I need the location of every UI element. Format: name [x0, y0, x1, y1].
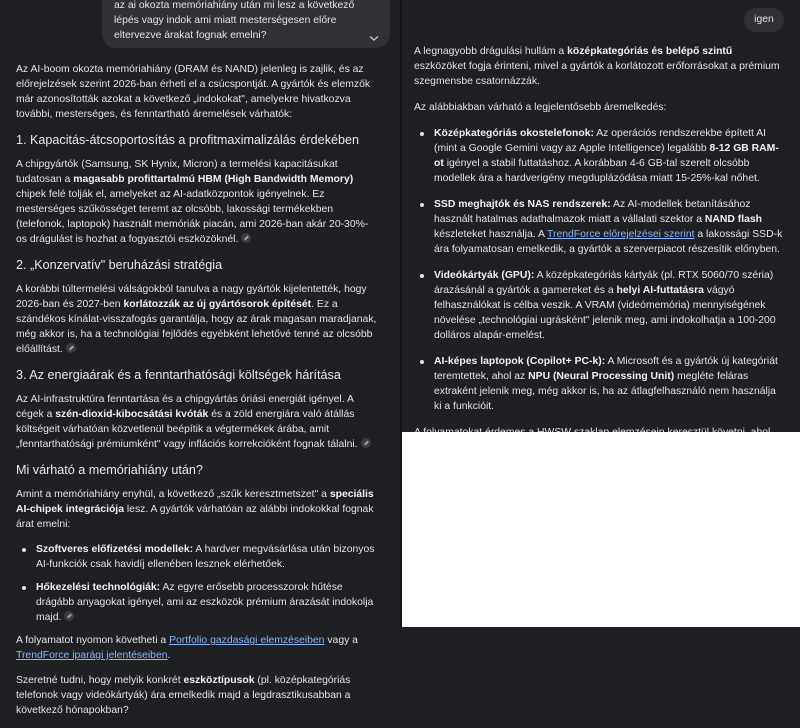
list-item: Középkategóriás okostelefonok: Az operációs rendszerekbe épített AI (mint a Google Gemini vagy az Apple Intelligence) legalább 8-12 GB RAM-ot igényel a stabil futtatáshoz. A korábban 4-6 GB-tal szerelt olcsóbb modellek ára a hardverigény megduplázódása miatt 15-25%-kal nőhet. — [428, 126, 786, 186]
blank-area — [402, 432, 800, 627]
user-message-chip[interactable]: igen — [744, 8, 784, 32]
section-heading-4: Mi várható a memóriahiány után? — [16, 463, 203, 477]
bullet-list — [16, 542, 378, 625]
link-icon[interactable] — [66, 343, 76, 353]
user-message-text: az ai okozta memóriahiány után mi lesz a következő lépés vagy indok ami miatt mesterségesen előre eltervezve árakat fognak emelni? — [114, 0, 355, 41]
section-heading-1: 1. Kapacitás-átcsoportosítás a profitmaximalizálás érdekében — [16, 133, 360, 147]
trendforce-link[interactable]: TrendForce iparági jelentéseiben — [16, 650, 168, 661]
portfolio-link[interactable]: Portfolio gazdasági elemzéseiben — [169, 635, 325, 646]
section-heading-2: 2. „Konzervatív" beruházási stratégia — [16, 258, 223, 272]
link-icon[interactable] — [241, 233, 251, 243]
section-2-paragraph: A korábbi túltermelési válságokból tanulva a nagy gyártók kijelentették, hogy 2026-ban és 2027-ben korlátozzák az új gyártósorok építését. Ez a szándékos kínálat-visszafogás garantálja, hogy az árak magasan maradjanak, még akkor is, ha a technológiai fejlődés egyébként lehetővé tenné az olcsóbb előállítást. — [16, 284, 377, 355]
list-item: Szoftveres előfizetési modellek: A hardver megvásárlása után bizonyos AI-funkciók csak havidíj ellenében lesznek elérhetőek. — [30, 542, 378, 572]
assistant-response — [16, 62, 378, 728]
link-icon[interactable] — [64, 611, 74, 621]
list-lead: Az alábbiakban várható a legjelentősebb áremelkedés: — [414, 102, 667, 113]
trendforce-link[interactable]: TrendForce előrejelzései szerint — [547, 229, 695, 240]
link-icon[interactable] — [361, 438, 371, 448]
chevron-down-icon[interactable] — [368, 32, 380, 44]
section-3-paragraph: Az AI-infrastruktúra fenntartása és a chipgyártás óriási energiát igényel. A cégek a szén-dioxid-kibocsátási kvóták és a zöld energiára való átállás költségeit várhatóan közvetlenül beépítik a végtermékek árába, amit „fenntarthatósági prémiumként" vagy inflációs korrekcióként fognak tálalni. — [16, 392, 378, 452]
user-message-bubble[interactable] — [102, 0, 390, 48]
left-chat-panel — [0, 0, 400, 716]
list-item: Videókártyák (GPU): A középkategóriás kártyák (pl. RTX 5060/70 széria) árazásánál a gyártók a gamereket és a helyi AI-futtatásra vágyó felhasználókat is célba veszik. A VRAM (videómemória) mennyiségének növelése „technológiai ugrásként" jelenik meg, ami indokolhatja a 100-200 dolláros alapár-emelést. — [428, 268, 786, 343]
follow-paragraph: A folyamatot nyomon követheti a Portfolio gazdasági elemzéseiben vagy a TrendForce iparági jelentéseiben. — [16, 635, 358, 661]
section-heading-3: 3. Az energiaárak és a fenntarthatósági költségek hárítása — [16, 368, 341, 382]
section-1-paragraph: A chipgyártók (Samsung, SK Hynix, Micron) a termelési kapacitásukat tudatosan a magasabb profittartalmú HBM (High Bandwidth Memory) chipek felé tolják el, amelyeket az AI-adatközpontok igényelnek. Ez mesterséges szűkösséget teremt az olcsóbb, lakossági termékekben (telefonok, laptopok) használt memóriák piacán, ami 2026-ban akár 20-30%-os drágulást is hozhat a fogyasztói eszközöknél. — [16, 159, 369, 245]
list-item: SSD meghajtók és NAS rendszerek: Az AI-modellek betanításához használt hatalmas adathalmazok miatt a vállalati szektor a NAND flash készleteket használja. A TrendForce előrejelzései szerint a lakossági SSD-k ára folyamatosan emelkedik, a gyártók a szerverpiacot részesítik előnyben. — [428, 197, 786, 257]
list-item: AI-képes laptopok (Copilot+ PC-k): A Microsoft és a gyártók új kategóriát teremtettek, ahol az NPU (Neural Processing Unit) megléte feláras extraként jelenik meg, még akkor is, ha az átlagfelhasználó nem használja ki a funkcióit. — [428, 354, 786, 414]
right-chat-panel — [402, 0, 800, 432]
intro-paragraph: Az AI-boom okozta memóriahiány (DRAM és NAND) jelenleg is zajlik, és az előrejelzések szerint 2026-ban érheti el a csúcspontját. A gyártók és elemzők már azonosították azokat a következő „indokokat", amelyekre hivatkozva további, mesterséges, és fenntartható áremelések várhatók: — [16, 64, 371, 120]
section-4-paragraph: Amint a memóriahiány enyhül, a következő „szűk keresztmetszet" a speciális AI-chipek integrációja lesz. A gyártók várhatóan az alábbi indokokkal fognak árat emelni: — [16, 489, 374, 530]
list-item: Hőkezelési technológiák: Az egyre erősebb processzorok hűtése drágább anyagokat igényel, ami az eszközök prémium árazását indokolja majd. — [30, 580, 378, 625]
bullet-list — [414, 126, 786, 414]
intro-paragraph: A legnagyobb drágulási hullám a középkategóriás és belépő szintű eszközöket fogja érinteni, mivel a gyártók a korlátozott erőforrásokat a prémium szegmensbe csatornázzák. — [414, 46, 780, 87]
question-paragraph: Szeretné tudni, hogy melyik konkrét eszköztípusok (pl. középkategóriás telefonok vagy videókártyák) ára emelkedik majd a legdrasztikusabban a következő hónapokban? — [16, 675, 351, 716]
